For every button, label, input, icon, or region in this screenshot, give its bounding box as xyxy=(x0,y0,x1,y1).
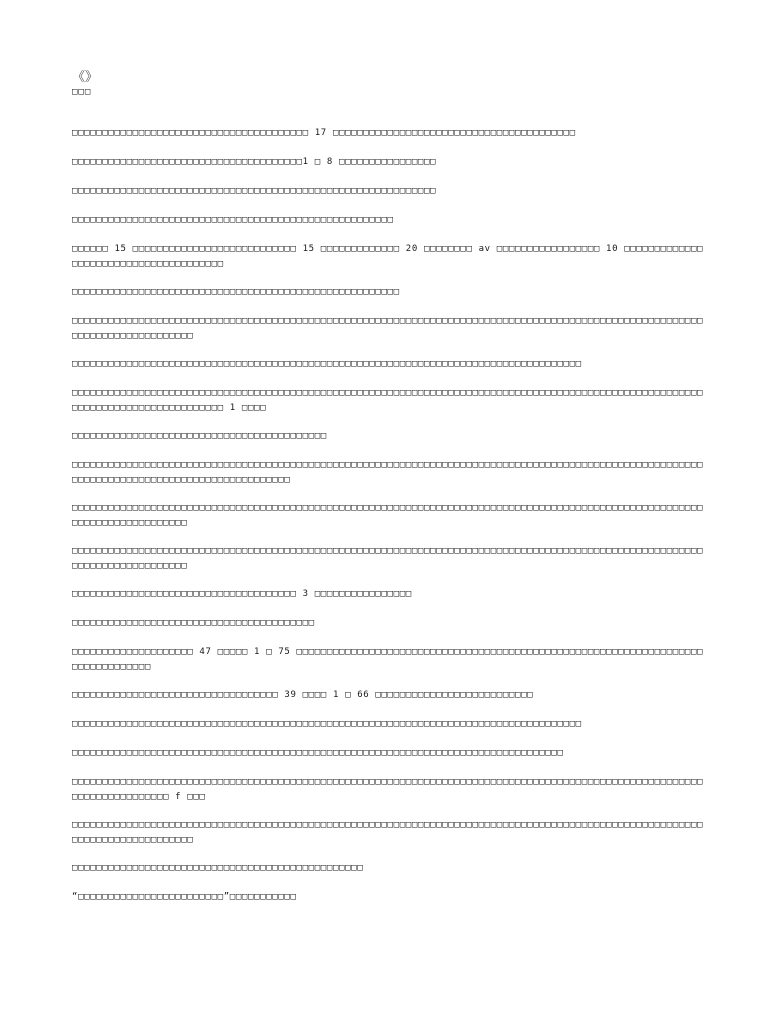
paragraph-21: □□□□□□□□□□□□□□□□□□□□□□□□□□□□□□□□□□□□□□□□□□□□□□□□□□□□□□□□□□□□□□□□□□□□□□□□□□□□□□□□□□□□□□□□□□□□□□□□□□□□□□□□□□□□□□□□□□□□□□□□□□□□ xyxy=(72,820,704,845)
paragraph-14: □□□□□□□□□□□□□□□□□□□□□□□□□□□□□□□□□□□□□ 3 □□□□□□□□□□□□□□□□ xyxy=(72,589,412,599)
paragraph-4: □□□□□□□□□□□□□□□□□□□□□□□□□□□□□□□□□□□□□□□□□□□□□□□□□□□□□ xyxy=(72,215,394,225)
paragraph-11: □□□□□□□□□□□□□□□□□□□□□□□□□□□□□□□□□□□□□□□□□□□□□□□□□□□□□□□□□□□□□□□□□□□□□□□□□□□□□□□□□□□□□□□□□□□□□□□□□□□□□□□□□□□□□□□□□□□□□□□□□□□□□□□□□□□□□□□□□□□□ xyxy=(72,460,704,485)
paragraph-19: □□□□□□□□□□□□□□□□□□□□□□□□□□□□□□□□□□□□□□□□□□□□□□□□□□□□□□□□□□□□□□□□□□□□□□□□□□□□□□□□□ xyxy=(72,748,564,758)
paragraph-22: □□□□□□□□□□□□□□□□□□□□□□□□□□□□□□□□□□□□□□□□□□□□□□□□ xyxy=(72,863,364,873)
paragraph-1: □□□□□□□□□□□□□□□□□□□□□□□□□□□□□□□□□□□□□□□ 17 □□□□□□□□□□□□□□□□□□□□□□□□□□□□□□□□□□□□□□□□ xyxy=(72,128,576,138)
paragraph-18: □□□□□□□□□□□□□□□□□□□□□□□□□□□□□□□□□□□□□□□□□□□□□□□□□□□□□□□□□□□□□□□□□□□□□□□□□□□□□□□□□□□□ xyxy=(72,719,582,729)
paragraph-12: □□□□□□□□□□□□□□□□□□□□□□□□□□□□□□□□□□□□□□□□□□□□□□□□□□□□□□□□□□□□□□□□□□□□□□□□□□□□□□□□□□□□□□□□□□□□□□□□□□□□□□□□□□□□□□□□□□□□□□□□□□□ xyxy=(72,503,704,528)
paragraph-17: □□□□□□□□□□□□□□□□□□□□□□□□□□□□□□□□□□ 39 □□□□ 1 □ 66 □□□□□□□□□□□□□□□□□□□□□□□□□□ xyxy=(72,690,534,700)
paragraph-8: □□□□□□□□□□□□□□□□□□□□□□□□□□□□□□□□□□□□□□□□□□□□□□□□□□□□□□□□□□□□□□□□□□□□□□□□□□□□□□□□□□□□ xyxy=(72,359,582,369)
paragraph-2: □□□□□□□□□□□□□□□□□□□□□□□□□□□□□□□□□□□□□□1 □ 8 □□□□□□□□□□□□□□□□ xyxy=(72,157,437,167)
paragraph-6: □□□□□□□□□□□□□□□□□□□□□□□□□□□□□□□□□□□□□□□□□□□□□□□□□□□□□□ xyxy=(72,287,400,297)
paragraph-10: □□□□□□□□□□□□□□□□□□□□□□□□□□□□□□□□□□□□□□□□□□ xyxy=(72,431,327,441)
paragraph-7: □□□□□□□□□□□□□□□□□□□□□□□□□□□□□□□□□□□□□□□□□□□□□□□□□□□□□□□□□□□□□□□□□□□□□□□□□□□□□□□□□□□□□□□□□□□□□□□□□□□□□□□□□□□□□□□□□□□□□□□□□□□□ xyxy=(72,316,704,341)
paragraph-3: □□□□□□□□□□□□□□□□□□□□□□□□□□□□□□□□□□□□□□□□□□□□□□□□□□□□□□□□□□□□ xyxy=(72,186,437,196)
paragraph-20: □□□□□□□□□□□□□□□□□□□□□□□□□□□□□□□□□□□□□□□□□□□□□□□□□□□□□□□□□□□□□□□□□□□□□□□□□□□□□□□□□□□□□□□□□□□□□□□□□□□□□□□□□□□□□□□□□□□□□□□□ f □□□ xyxy=(72,777,704,802)
paragraph-15: □□□□□□□□□□□□□□□□□□□□□□□□□□□□□□□□□□□□□□□□ xyxy=(72,618,315,628)
paragraph-13: □□□□□□□□□□□□□□□□□□□□□□□□□□□□□□□□□□□□□□□□□□□□□□□□□□□□□□□□□□□□□□□□□□□□□□□□□□□□□□□□□□□□□□□□□□□□□□□□□□□□□□□□□□□□□□□□□□□□□□□□□□□ xyxy=(72,546,704,571)
document-page xyxy=(72,70,708,919)
paragraph-23: “□□□□□□□□□□□□□□□□□□□□□□□□”□□□□□□□□□□□ xyxy=(72,892,297,902)
paragraph-5: □□□□□□ 15 □□□□□□□□□□□□□□□□□□□□□□□□□□□ 15 □□□□□□□□□□□□□ 20 □□□□□□□□ av □□□□□□□□□□□□□□□□□ 10 □□□□□□□□□□□□□□□□□□□□□□□□□□□□□□□□□□□□□□ xyxy=(72,244,704,269)
paragraph-16: □□□□□□□□□□□□□□□□□□□□ 47 □□□□□ 1 □ 75 □□□□□□□□□□□□□□□□□□□□□□□□□□□□□□□□□□□□□□□□□□□□□□□□□□□□□□□□□□□□□□□□□□□□□□□□□□□□□□□□ xyxy=(72,647,704,672)
document-title-mark: 《》 xyxy=(72,70,99,85)
document-subtitle: □□□ xyxy=(72,87,92,97)
paragraph-9: □□□□□□□□□□□□□□□□□□□□□□□□□□□□□□□□□□□□□□□□□□□□□□□□□□□□□□□□□□□□□□□□□□□□□□□□□□□□□□□□□□□□□□□□□□□□□□□□□□□□□□□□□□□□□□□□□□□□□□□□□□□□□□□□□ 1 □□□□ xyxy=(72,388,704,413)
